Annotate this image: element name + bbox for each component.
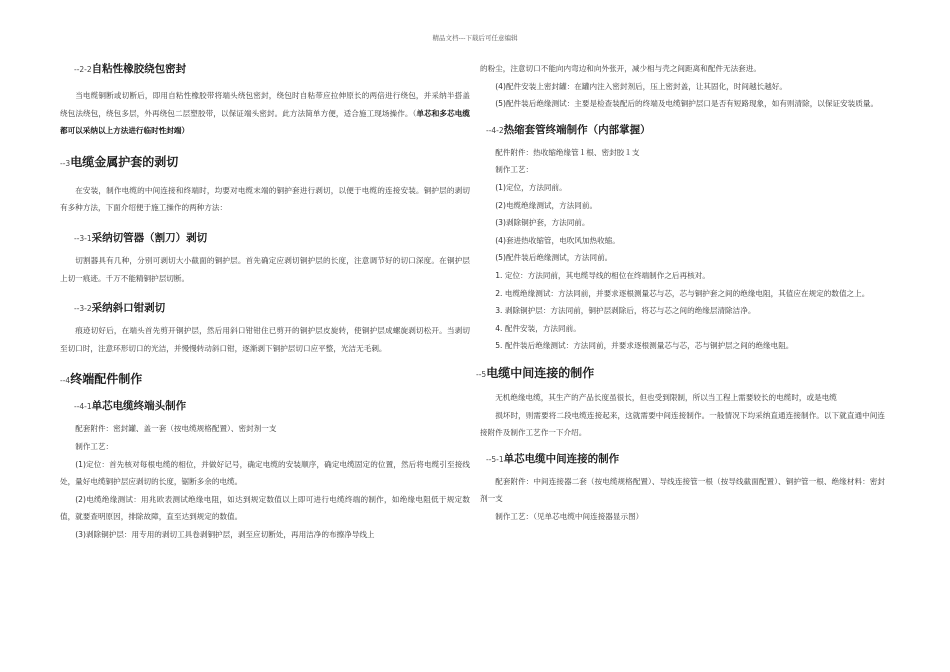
section-heading [60,371,470,389]
section-number: --4-2 [486,125,504,135]
section-title: 单芯电缆终端头制作 [91,400,187,413]
section-title: 采纳切管器（割刀）剥切 [91,231,208,244]
right-column [476,60,885,525]
section-heading [60,62,470,77]
list-line: (4)配件安装上密封罐：在罐内注入密封剂后，压上密封盖，让其固化，时间越长越好。 [495,81,787,91]
section-heading [60,231,470,246]
list-line: (4)套进热收缩管，电吹风加热收缩。 [495,235,620,245]
list-line: (2)电缆绝缘测试：用兆欧表测试绝缘电阻，如达到规定数值以上即可进行电缆终端的制作，如绝缘电阻低于规定数值，就要查明原因，排除故障，直至达到规定的数值。 [60,494,470,522]
section-title: 电缆金属护套的剥切 [70,154,179,169]
list-line: 制作工艺： [495,165,534,175]
section-heading [60,399,470,414]
bold-note: 单芯和多芯电缆都可以采纳以上方法进行临时性封端 [60,108,471,136]
list-line: 制作工艺：（见单芯电缆中间连接器显示图） [495,511,644,521]
section-heading [480,123,885,138]
paragraph: 损坏时，则需要将二段电缆连接起来，这就需要中间连接制作。一般情况下均采纳直通连接制作。以下就直通中间连接附件及制作工艺作一下介绍。 [480,410,885,438]
paragraph: 切割器具有几种，分别可剥切大小截面的铜护层。首先确定应剥切铜护层的长度，注意调节好的切口深度。在铜护层上切一痕迹。千万不能精铜护层切断。 [60,255,470,283]
list-line: (3)剥除铜护层：用专用的剥切工具卷剥铜护层，剥至应切断处，再用洁净的布擦净导线上 [75,529,375,539]
section-title: 单芯电缆中间连接的制作 [503,452,620,465]
list-line: 5. 配件装后绝缘测试：方法同前，并要求逐根测量芯与芯，芯与铜护层之间的绝缘电阻。 [495,341,794,351]
section-title: 采纳斜口钳剥切 [91,302,166,315]
list-line: 3. 剥除铜护层：方法同前，铜护层剥除后，将芯与芯之间的绝缘层清除洁净。 [495,306,756,316]
list-line: 4. 配件安装，方法同前。 [495,323,581,333]
header-note: 精品文档---下载后可任意编辑 [432,34,518,42]
paragraph: 痕迹切好后，在端头首先剪开铜护层，然后用斜口钳钳住已剪开的铜护层皮旋转，使铜护层成螺旋剥切松开。当剥切至切口时，注意环形切口的光洁，并慢慢转动斜口钳，逐渐剥下铜护层切口应平整，光洁无毛刺。 [60,326,470,353]
paragraph: 当电缆铜断或切断后，即用自粘性橡胶带将端头绕包密封，绕包时自粘带应拉伸原长的两倍进行绕包，并采纳半搭盖绕包法绕包，绕包多层，外再绕包二层塑胶带，以保证端头密封。此方法简单方便，适合施工现场操作。（单芯和多芯电缆都可以采纳以上方法进行临时性封端） [60,91,471,136]
section-number: --5 [476,369,487,379]
section-number: --3-2 [74,304,92,314]
list-line: 制作工艺： [75,441,114,451]
list-line: 配件附件：热收缩绝缘管１根、密封胶１支 [495,147,640,157]
list-line: (1)定位：首先核对每根电缆的相位，并做好记号，确定电缆的安装顺序，确定电缆固定的位置，然后将电缆引至接线处，量好电缆铜护层应剥切的长度，锯断多余的电缆。 [60,459,470,487]
list-line: (5)配件装后绝缘测试：主要是检查装配后的终端及电缆铜护层口是否有短路现象，如有则清除，以保证安装质量。 [495,99,879,109]
list-line: 配套附件：密封罐、盖一套（按电缆规格配置）、密封剂一支 [75,424,277,434]
paragraph: 的粉尘，注意切口不能向内弯边和向外张开，减少相与壳之间距离和配件无法套进。 [480,64,761,73]
list-line: (1)定位，方法同前。 [495,182,567,192]
section-title: 热缩套管终端制作（内部掌握） [503,123,651,136]
list-line: (5)配件装后绝缘测试，方法同前。 [495,253,613,263]
section-heading [60,301,470,316]
section-number: --3 [60,158,71,168]
list-line: (2)电缆绝缘测试，方法同前。 [495,200,598,210]
paragraph: 无机绝缘电缆，其生产的产品长度虽很长，但也受到限制，所以当工程上需要较长的电缆时，或是电缆 [495,392,837,402]
section-title: 电缆中间连接的制作 [486,365,595,380]
section-heading [480,452,885,467]
section-title: 自粘性橡胶绕包密封 [91,63,187,75]
section-title: 终端配件制作 [70,372,143,387]
section-heading [476,365,885,383]
left-column [60,62,470,544]
paragraph: 在安装，制作电缆的中间连接和终端时，均要对电缆末端的铜护套进行剥切，以便于电缆的连接安装。铜护层的剥切有多种方法，下面介绍便于施工操作的两种方法： [60,185,470,213]
section-number: --2-2 [74,65,92,74]
list-line: (3)剥除铜护套，方法同前。 [495,218,590,228]
section-number: --4-1 [74,402,92,412]
section-number: --3-1 [74,233,92,243]
section-number: --5-1 [486,454,504,464]
list-line: 2. 电缆绝缘测试：方法同前，并要求逐根测量芯与芯，芯与铜护套之间的绝缘电阻，其值应在规定的数值之上。 [495,288,870,298]
section-number: --4 [60,376,71,386]
list-line: 配套附件：中间连接器二套（按电缆规格配置）、导线连接管一根（按导线截面配置）、铜护管一根、绝缘材料：密封剂一支 [480,476,885,504]
section-heading [60,154,470,172]
list-line: 1. 定位：方法同前，其电缆导线的相位在终端制作之后再核对。 [495,270,710,280]
